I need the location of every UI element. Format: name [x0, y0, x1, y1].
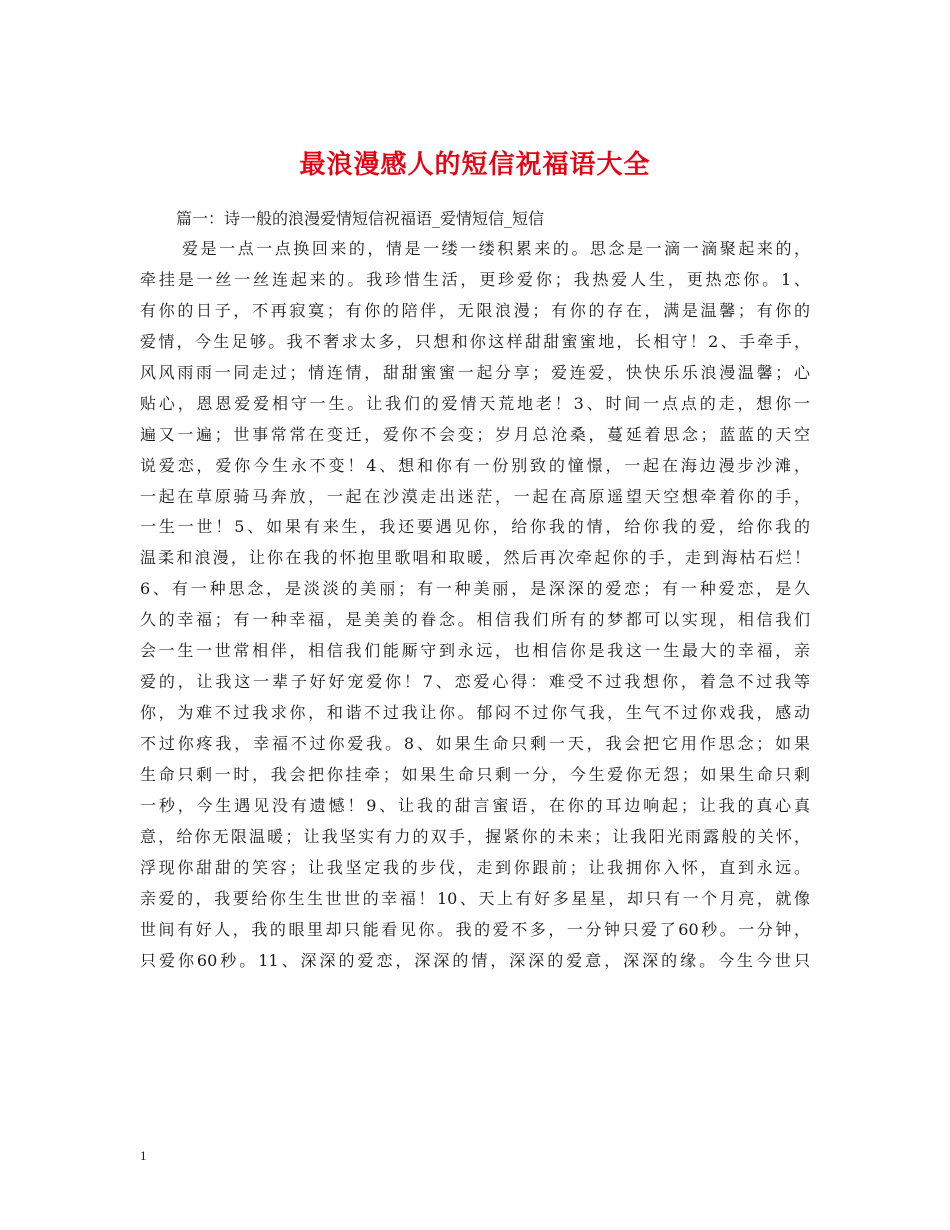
body-line: 久的幸福；有一种幸福，是美美的眷念。相信我们所有的梦都可以实现，相信我们: [140, 610, 810, 630]
body-line: 爱是一点一点换回来的，情是一缕一缕积累来的。思念是一滴一滴聚起来的，: [182, 239, 810, 258]
body-line: 世间有好人，我的眼里却只能看见你。我的爱不多，一分钟只爱了60秒。一分钟，: [140, 919, 810, 939]
body-line: 爱的，让我这一辈子好好宠爱你！7、恋爱心得：难受不过我想你，着急不过我等: [140, 672, 810, 692]
body-line: 生命只剩一时，我会把你挂牵；如果生命只剩一分，今生爱你无怨；如果生命只剩: [140, 764, 810, 784]
body-line: 遍又一遍；世事常常在变迁，爱你不会变；岁月总沧桑，蔓延着思念；蓝蓝的天空: [140, 424, 810, 444]
body-line: 亲爱的，我要给你生生世世的幸福！10、天上有好多星星，却只有一个月亮，就像: [140, 888, 810, 908]
body-line: 贴心，恩恩爱爱相守一生。让我们的爱情天荒地老！3、时间一点点的走，想你一: [140, 393, 810, 413]
body-line: 一秒，今生遇见没有遗憾！9、让我的甜言蜜语，在你的耳边响起；让我的真心真: [140, 795, 810, 815]
body-line: 你，为难不过我求你，和谐不过我让你。郁闷不过你气我，生气不过你戏我，感动: [140, 703, 810, 723]
body-line: 牵挂是一丝一丝连起来的。我珍惜生活，更珍爱你；我热爱人生，更热恋你。1、: [140, 269, 810, 289]
body-line: 有你的日子，不再寂寞；有你的陪伴，无限浪漫；有你的存在，满是温馨；有你的: [140, 300, 810, 320]
body-line: 一起在草原骑马奔放，一起在沙漠走出迷茫，一起在高原遥望天空想牵着你的手，: [140, 486, 810, 506]
body-line: 意，给你无限温暖；让我坚实有力的双手，握紧你的未来；让我阳光雨露般的关怀，: [140, 826, 810, 846]
page-number: 1: [140, 1148, 147, 1163]
body-line: 温柔和浪漫，让你在我的怀抱里歌唱和取暖，然后再次牵起你的手，走到海枯石烂！: [140, 548, 810, 568]
document-title: 最浪漫感人的短信祝福语大全: [299, 150, 651, 181]
body-line: 说爱恋，爱你今生永不变！4、想和你有一份别致的憧憬，一起在海边漫步沙滩，: [140, 455, 810, 475]
section-heading: 篇一：诗一般的浪漫爱情短信祝福语_爱情短信_短信: [176, 209, 545, 228]
body-line: 不过你疼我，幸福不过你爱我。8、如果生命只剩一天，我会把它用作思念；如果: [140, 734, 810, 753]
body-line: 一生一世！5、如果有来生，我还要遇见你，给你我的情，给你我的爱，给你我的: [140, 517, 810, 537]
body-paragraph: [140, 234, 810, 977]
body-line: 爱情，今生足够。我不奢求太多，只想和你这样甜甜蜜蜜地，长相守！2、手牵手，: [140, 331, 810, 351]
body-line: 会一生一世常相伴，相信我们能厮守到永远，也相信你是我这一生最大的幸福，亲: [140, 641, 810, 661]
body-line: 风风雨雨一同走过；情连情，甜甜蜜蜜一起分享；爱连爱，快快乐乐浪漫温馨；心: [140, 362, 810, 382]
body-line: 浮现你甜甜的笑容；让我坚定我的步伐，走到你跟前；让我拥你入怀，直到永远。: [140, 857, 810, 877]
body-line: 6、有一种思念，是淡淡的美丽；有一种美丽，是深深的爱恋；有一种爱恋，是久: [140, 579, 810, 599]
body-line: 只爱你60秒。11、深深的爱恋，深深的情，深深的爱意，深深的缘。今生今世只: [140, 950, 810, 970]
